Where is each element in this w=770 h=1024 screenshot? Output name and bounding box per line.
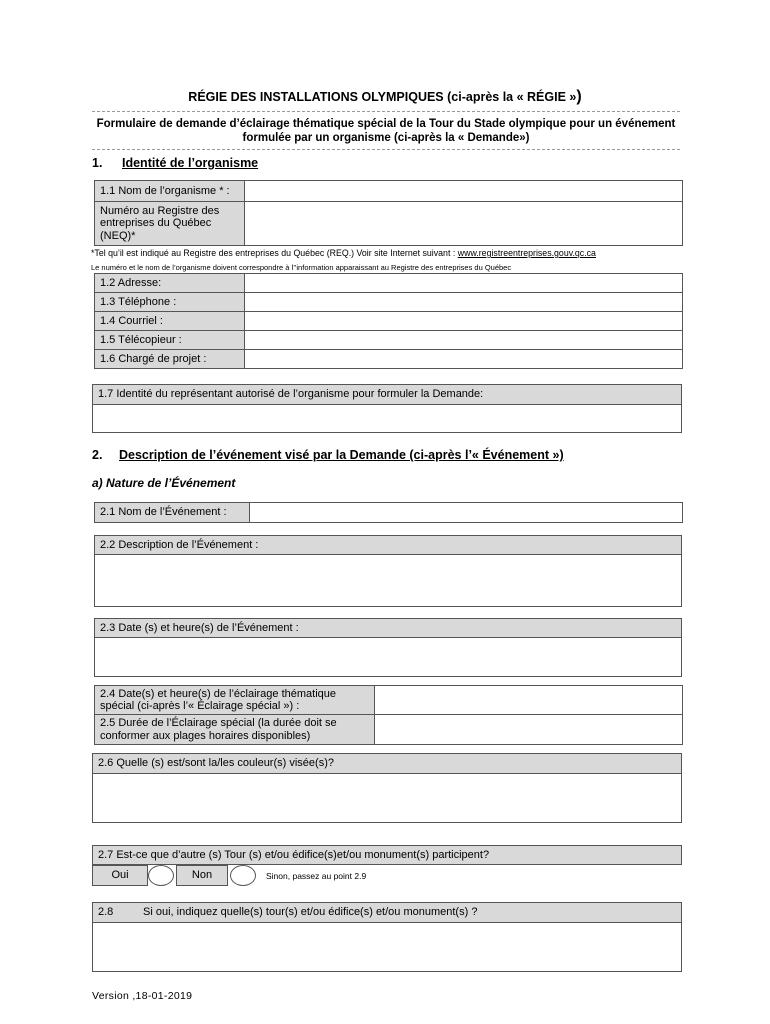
document-title: RÉGIE DES INSTALLATIONS OLYMPIQUES (ci-après la « RÉGIE ») <box>188 88 582 105</box>
document-subtitle: Formulaire de demande d’éclairage thématique spécial de la Tour du Stade olympique pour un événement formulée par un organisme (ci-après la « Demande») <box>96 118 676 144</box>
email-field[interactable] <box>245 312 683 331</box>
req-link[interactable]: www.registreentreprises.gouv.qc.ca <box>457 248 596 258</box>
which-field[interactable] <box>93 923 682 972</box>
which-table <box>92 902 682 972</box>
email-label: 1.4 Courriel : <box>95 312 245 331</box>
skip-note: Sinon, passez au point 2.9 <box>266 871 367 881</box>
lighting-duration-field[interactable] <box>375 715 683 745</box>
lighting-duration-label: 2.5 Durée de l’Éclairage spécial (la durée doit se conformer aux plages horaires disponibles) <box>95 715 375 745</box>
lighting-date-field[interactable] <box>375 686 683 715</box>
address-label: 1.2 Adresse: <box>95 274 245 293</box>
req-note: *Tel qu’il est indiqué au Registre des entreprises du Québec (REQ.) Voir site Internet suivant : www.registreentreprises.gouv.qc.ca <box>91 248 596 258</box>
org-name-label: 1.1 Nom de l’organisme * : <box>95 181 245 202</box>
phone-field[interactable] <box>245 293 683 312</box>
project-manager-label: 1.6 Chargé de projet : <box>95 350 245 369</box>
others-question-table <box>92 845 682 865</box>
event-name-field[interactable] <box>250 503 683 523</box>
event-date-table <box>94 618 682 677</box>
nature-subheading: a) Nature de l’Événement <box>92 476 236 490</box>
colors-table <box>92 753 682 823</box>
event-description-label: 2.2 Description de l’Événement : <box>95 536 682 555</box>
event-date-label: 2.3 Date (s) et heure(s) de l’Événement : <box>95 619 682 638</box>
divider <box>92 111 680 112</box>
neq-field[interactable] <box>245 202 683 246</box>
no-label: Non <box>176 865 228 886</box>
colors-field[interactable] <box>93 774 682 823</box>
organisation-table <box>94 180 683 246</box>
event-description-table <box>94 535 682 607</box>
lighting-table <box>94 685 683 745</box>
representative-table <box>92 384 682 433</box>
representative-label: 1.7 Identité du représentant autorisé de l’organisme pour formuler la Demande: <box>93 385 682 405</box>
section-2-heading: 2. Description de l’événement visé par la Demande (ci-après l’« Événement ») <box>92 448 564 462</box>
lighting-date-label: 2.4 Date(s) et heure(s) de l’éclairage thématique spécial (ci-après l’« Éclairage spécial ») : <box>95 686 375 715</box>
event-name-table <box>94 502 683 523</box>
divider <box>92 149 680 150</box>
yes-radio[interactable] <box>148 865 174 886</box>
address-field[interactable] <box>245 274 683 293</box>
phone-label: 1.3 Téléphone : <box>95 293 245 312</box>
which-label: 2.8 Si oui, indiquez quelle(s) tour(s) et/ou édifice(s) et/ou monument(s) ? <box>93 903 682 923</box>
yes-label: Oui <box>92 865 148 886</box>
section-1-heading: 1. Identité de l’organisme <box>92 156 259 170</box>
others-question-label: 2.7 Est-ce que d’autre (s) Tour (s) et/ou édifice(s)et/ou monument(s) participent? <box>93 846 682 865</box>
event-description-field[interactable] <box>95 555 682 607</box>
event-name-label: 2.1 Nom de l’Événement : <box>95 503 250 523</box>
org-name-field[interactable] <box>245 181 683 202</box>
version-footer: Version ,18-01-2019 <box>92 990 193 1002</box>
name-match-note: Le numéro et le nom de l’organisme doivent correspondre à l’’information apparaissant au Registre des entreprises du Québec <box>91 263 512 272</box>
fax-field[interactable] <box>245 331 683 350</box>
neq-label: Numéro au Registre des entreprises du Québec (NEQ)* <box>95 202 245 246</box>
contact-table <box>94 273 683 369</box>
project-manager-field[interactable] <box>245 350 683 369</box>
colors-label: 2.6 Quelle (s) est/sont la/les couleur(s) visée(s)? <box>93 754 682 774</box>
no-radio[interactable] <box>230 865 256 886</box>
representative-field[interactable] <box>93 405 682 433</box>
event-date-field[interactable] <box>95 638 682 677</box>
fax-label: 1.5 Télécopieur : <box>95 331 245 350</box>
